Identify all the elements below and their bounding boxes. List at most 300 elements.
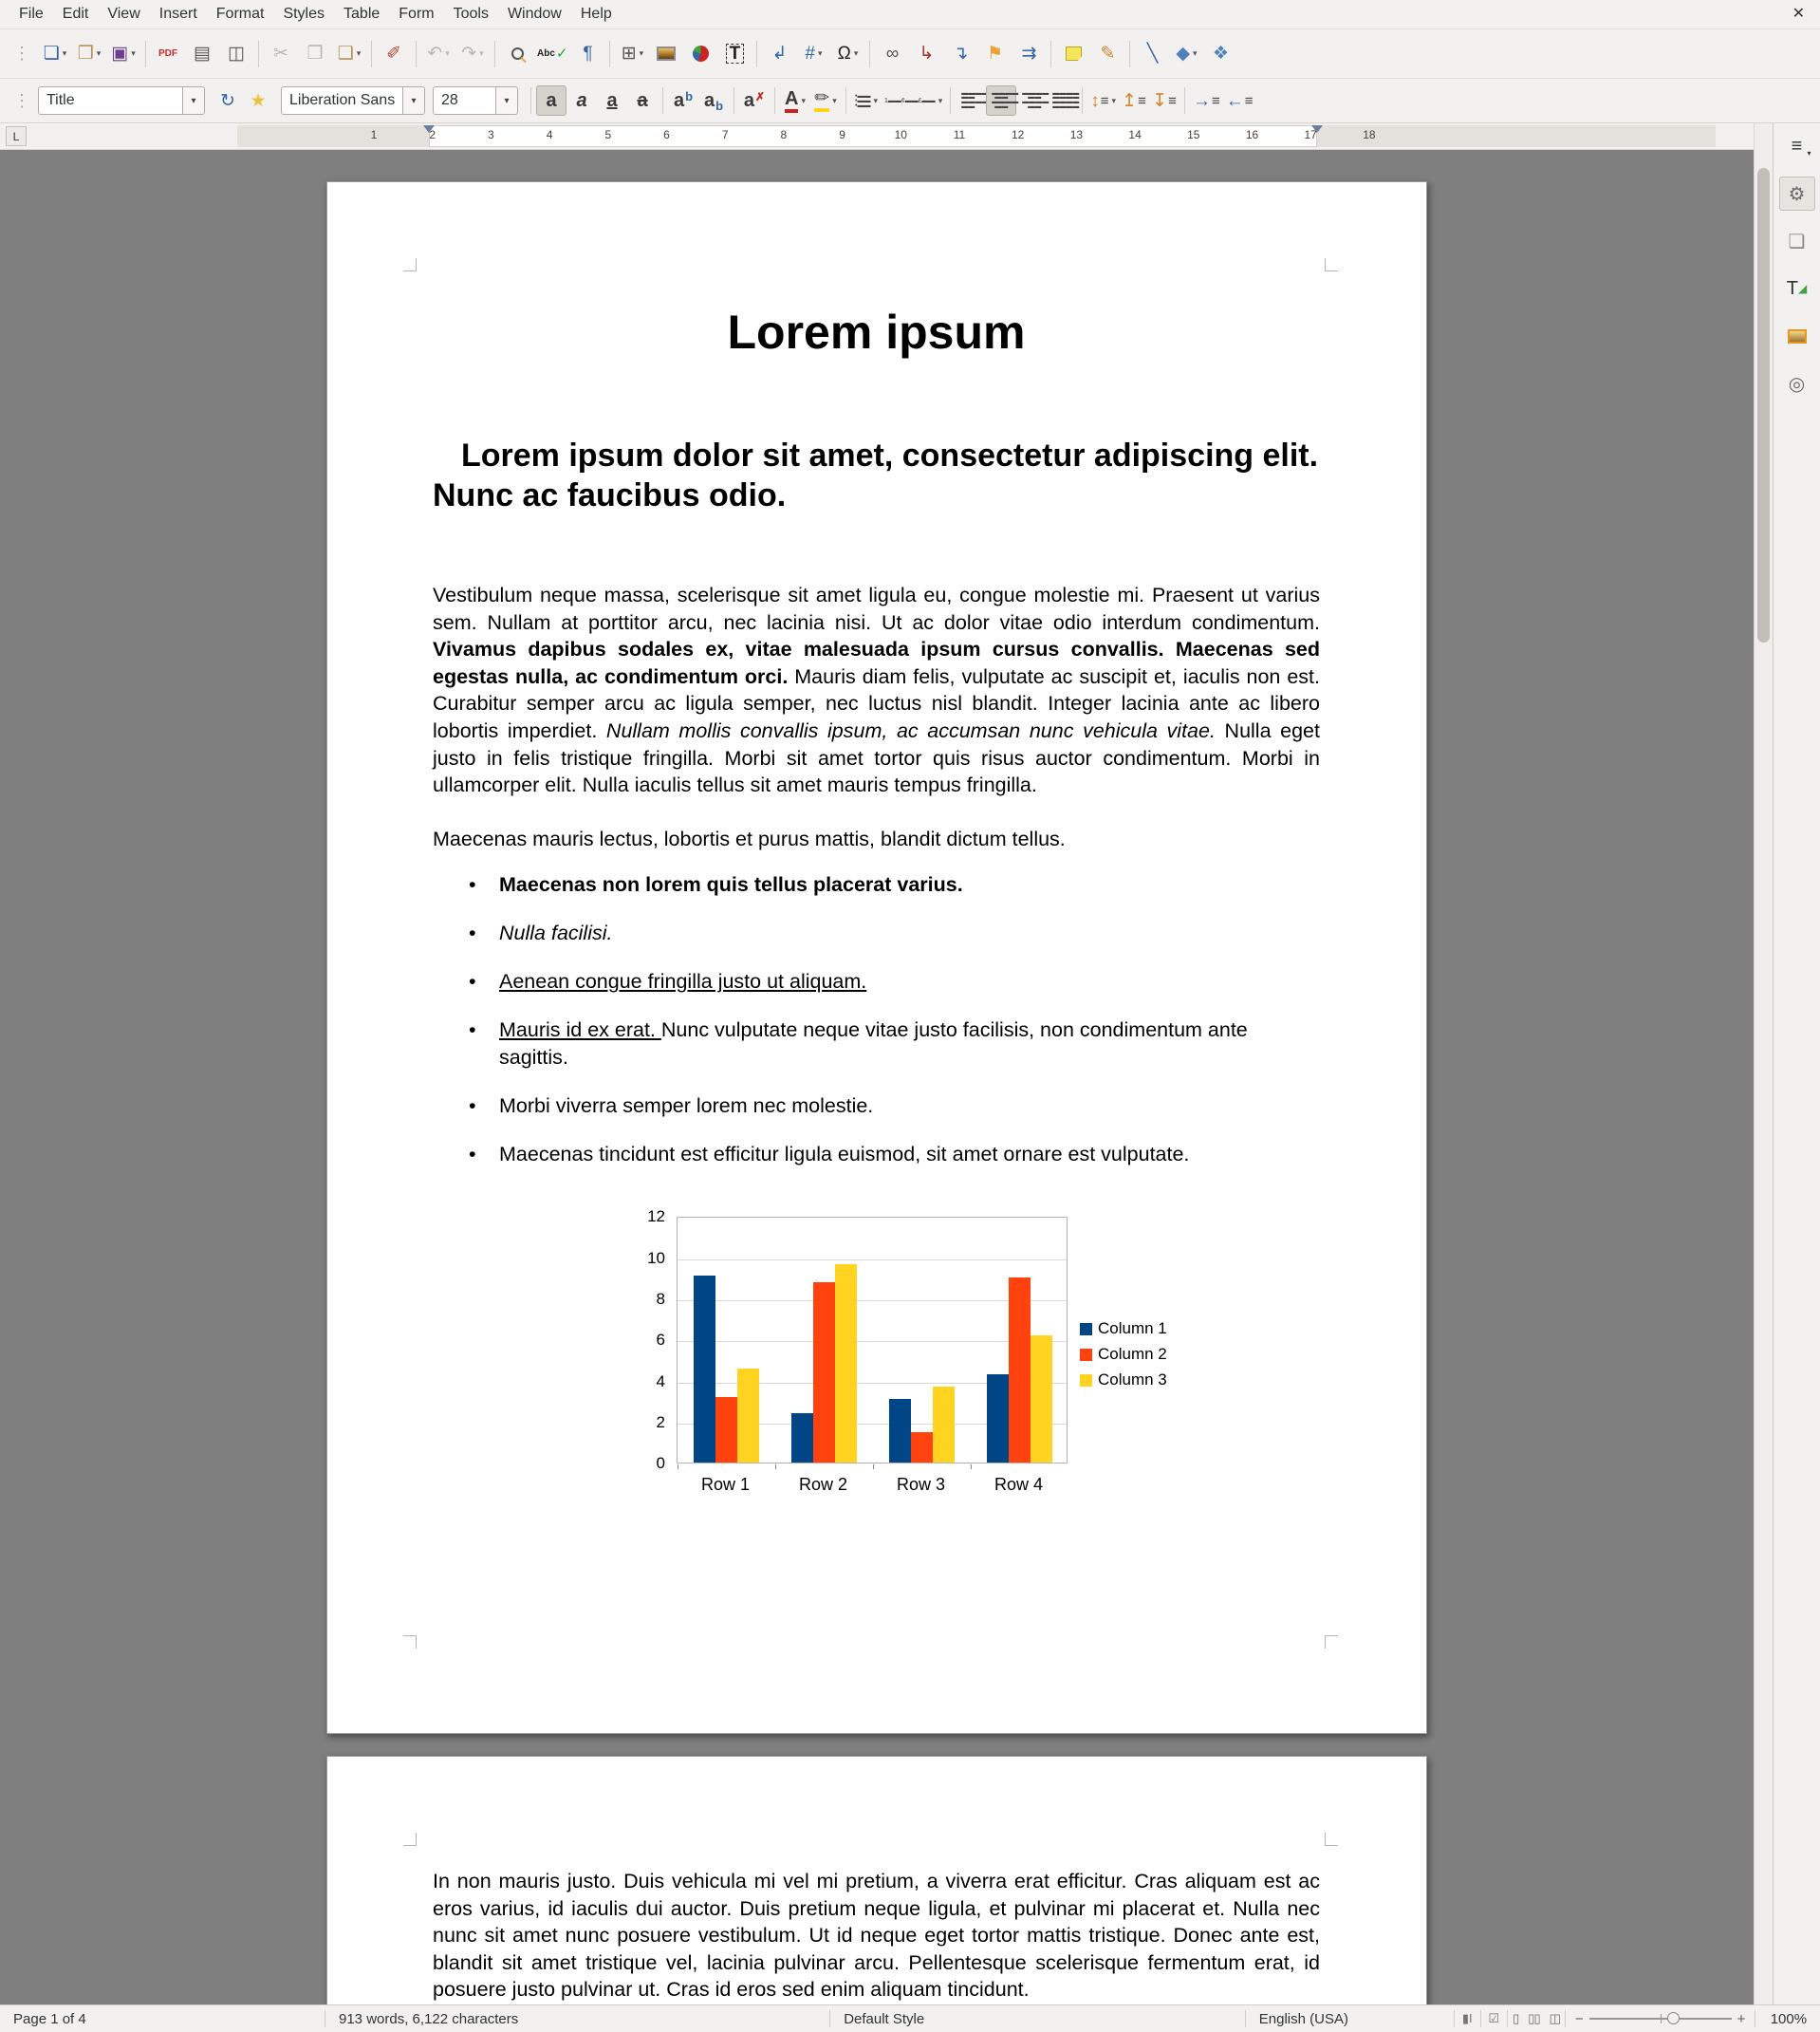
chart-y-tick-label: 6 [656, 1331, 665, 1350]
redo-button [455, 36, 490, 72]
align-left-icon [961, 92, 980, 109]
basic-shapes-dropdown-arrow[interactable]: ▾ [1193, 48, 1198, 58]
toolbar-separator [662, 87, 663, 114]
paragraph-style-combo[interactable] [38, 86, 205, 115]
multi-page-view-button[interactable]: ▯▯ [1528, 2011, 1540, 2025]
superscript-button[interactable] [668, 85, 698, 116]
ruler-number-10: 10 [894, 128, 907, 141]
clone-formatting-icon: ✐ [386, 44, 401, 64]
ruler-number-12: 12 [1012, 128, 1025, 141]
right-indent-marker[interactable] [1311, 125, 1323, 133]
zoom-center-tick [1661, 2014, 1662, 2023]
zoom-out-icon[interactable]: − [1574, 2010, 1584, 2027]
insert-line-icon: ╲ [1146, 44, 1159, 64]
ruler-number-18: 18 [1363, 128, 1376, 141]
superscript-icon-detail: b [685, 88, 694, 103]
redo-dropdown-arrow[interactable]: ▾ [479, 48, 484, 58]
increase-indent-icon-detail: ≡ [1212, 92, 1220, 109]
list-item[interactable] [469, 968, 1320, 996]
bar-row-2-column-3 [835, 1264, 857, 1463]
insert-special-character-icon: Ω [837, 44, 851, 64]
font-color-dropdown-arrow[interactable]: ▾ [801, 95, 806, 105]
status-bar [0, 2004, 1820, 2032]
text-segment-normal: Nunc vulputate neque vitae justo facilisis, non condimentum ante sagittis. [499, 1018, 1248, 1069]
basic-shapes-button[interactable] [1169, 36, 1203, 72]
ruler-number-17: 17 [1304, 128, 1317, 141]
insert-table-dropdown-arrow[interactable]: ▾ [639, 48, 644, 58]
document-canvas [0, 150, 1754, 2004]
subscript-icon-detail: b [715, 98, 724, 113]
legend-label: Column 2 [1098, 1345, 1167, 1364]
page-1[interactable] [326, 181, 1427, 1734]
menubar [0, 0, 1820, 28]
document-heading[interactable]: Lorem ipsum dolor sit amet, consectetur adipiscing elit. Nunc ac faucibus odio. [433, 438, 1319, 513]
insert-field-dropdown-arrow[interactable]: ▾ [818, 48, 823, 58]
undo-button [421, 36, 455, 72]
formatting-marks-button[interactable] [570, 36, 604, 72]
decrease-indent-icon: ← [1225, 90, 1244, 111]
legend-swatch [1080, 1374, 1092, 1387]
line-spacing-icon: ↕ [1090, 90, 1100, 111]
legend-entry [1080, 1345, 1167, 1364]
insert-line-button[interactable] [1135, 36, 1169, 72]
toolbar-separator [869, 41, 870, 67]
legend-entry [1080, 1370, 1167, 1389]
insert-page-break-button[interactable] [762, 36, 796, 72]
ordered-list-dropdown-arrow[interactable]: ▾ [938, 95, 943, 105]
font-name-dropdown-arrow[interactable]: ▾ [402, 86, 425, 115]
new-document-icon: ⋮ ❏ [43, 44, 60, 64]
open-icon: ❒ [77, 44, 94, 64]
tab-stop-selector[interactable]: L [6, 126, 27, 146]
left-indent-marker[interactable] [423, 125, 435, 133]
text-segment-normal: Maecenas tincidunt est efficitur ligula euismod, sit amet ornare est vulputate. [499, 1142, 1190, 1165]
line-spacing-icon-detail: ≡ [1100, 92, 1109, 109]
undo-dropdown-arrow[interactable]: ▾ [445, 48, 450, 58]
find-and-replace-icon [511, 47, 524, 60]
text-boundary-mark [1325, 1833, 1338, 1846]
toolbar-separator [950, 87, 951, 114]
toolbar-separator [416, 41, 417, 67]
open-button[interactable] [72, 36, 106, 72]
export-pdf-icon: PDF [158, 47, 177, 59]
zoom-slider[interactable] [1566, 2011, 1755, 2027]
text-segment-normal: Morbi viverra semper lorem nec molestie. [499, 1093, 874, 1117]
spelling-icon: Abc [537, 47, 555, 59]
increase-paragraph-spacing-button[interactable] [1119, 85, 1149, 116]
new-document-button[interactable] [38, 36, 72, 72]
font-name-value: Liberation Sans [281, 86, 402, 115]
chart-x-tick [971, 1464, 972, 1469]
paste-icon: ❑ [337, 44, 354, 64]
menu-format[interactable]: Format [215, 6, 265, 22]
horizontal-ruler[interactable] [0, 123, 1754, 150]
chart-x-tick-label: Row 1 [700, 1475, 751, 1495]
menu-view[interactable]: View [107, 6, 140, 22]
ruler-number-15: 15 [1187, 128, 1200, 141]
sidebar-settings-dropdown-arrow: ▾ [1807, 149, 1811, 158]
ruler-text-area [429, 125, 1317, 147]
ruler-number-1: 1 [370, 128, 378, 141]
toolbar-separator [258, 41, 259, 67]
bar-row-1-column-3 [737, 1369, 759, 1463]
chart-x-tick [775, 1464, 776, 1469]
chart-x-tick-label: Row 2 [798, 1475, 848, 1495]
menu-form[interactable]: Form [399, 6, 435, 22]
toolbar-separator [1050, 41, 1051, 67]
selection-mode-icon[interactable]: ▮I [1461, 2011, 1473, 2025]
clear-formatting-icon-detail: ✗ [755, 90, 766, 103]
chart-x-tick-label: Row 4 [994, 1475, 1044, 1495]
navigator-deck-icon: ◎ [1788, 373, 1806, 395]
redo-icon: ↷ [461, 44, 477, 64]
save-icon: ▣ [111, 44, 129, 64]
sidebar-settings-icon: ≡ [1791, 135, 1803, 157]
text-segment-italic: Nullam mollis convallis ipsum, ac accumsan nunc vehicula vitae. [605, 718, 1225, 742]
insert-comment-icon [1066, 47, 1082, 61]
find-and-replace-button[interactable] [500, 36, 534, 72]
align-right-icon [1022, 92, 1041, 109]
text-boundary-mark [403, 1833, 417, 1846]
insert-special-character-button[interactable] [830, 36, 864, 72]
toolbar-separator [774, 87, 775, 114]
embedded-bar-chart[interactable] [608, 1205, 1182, 1504]
chart-y-tick-label: 10 [647, 1248, 665, 1267]
bar-row-3-column-1 [889, 1399, 911, 1463]
highlight-color-icon: ✏ [814, 89, 829, 112]
italic-button[interactable] [566, 85, 597, 116]
view-mode-buttons [1508, 2011, 1565, 2026]
insert-comment-button[interactable] [1056, 36, 1090, 72]
insert-footnote-icon: ↳ [919, 44, 935, 64]
body-paragraph[interactable]: In non mauris justo. Duis vehicula mi vel mi pretium, a viverra erat efficitur. Cras aliquam est ac eros varius, id iaculis dui auctor. Duis pretium neque ligula, et pulvinar mi placerat et. Nulla nec nunc sit amet nunc posuere vestibulum. Ut id neque eget tortor mattis tristique. Donec ante est, blandit sit amet tristique vel, lacinia pulvinar arcu. Pellentesque scelerisque fermentum erat, id posuere justo pulvinar ut. Cras id eros sed enim aliquam tincidunt. [433, 1870, 1320, 2002]
paragraph-style-dropdown-arrow[interactable]: ▾ [182, 86, 205, 115]
zoom-track[interactable] [1589, 2018, 1732, 2020]
document-title[interactable]: Lorem ipsum [727, 306, 1026, 359]
legend-swatch [1080, 1323, 1092, 1335]
text-segment-normal: Nulla eget justo in felis tristique fringilla. Morbi sit amet tortor quis risus auctor condimentum. Morbi in ullamcorper elit. Nulla iaculis tellus sit amet mauris tempus fringilla. [433, 718, 1320, 797]
insert-text-box-icon: T [726, 44, 745, 64]
formatting-toolbar-items [536, 85, 1256, 116]
toolbar-separator [530, 87, 531, 114]
font-size-combo[interactable] [433, 86, 518, 115]
basic-shapes-icon: ◆ [1176, 44, 1191, 64]
sidebar-settings-button[interactable] [1779, 129, 1815, 163]
word-count-status[interactable]: 913 words, 6,122 characters [339, 2010, 519, 2027]
increase-indent-icon: → [1193, 90, 1212, 111]
menu-file[interactable]: File [19, 6, 44, 22]
menu-table[interactable]: Table [344, 6, 381, 22]
bar-row-4-column-2 [1009, 1277, 1031, 1463]
text-segment-underline: Mauris id ex erat. [499, 1018, 661, 1042]
menu-tools[interactable]: Tools [453, 6, 489, 22]
bullet-list [469, 871, 1320, 1167]
digital-signature-icon[interactable]: ☑ [1488, 2011, 1500, 2025]
print-icon: ▤ [194, 44, 211, 64]
font-name-combo[interactable] [281, 86, 425, 115]
styles-deck-button[interactable] [1779, 271, 1815, 306]
insert-bookmark-button[interactable] [977, 36, 1012, 72]
text-segment-bold: Vivamus dapibus sodales ex, vitae malesuada ipsum cursus convallis. Maecenas sed egestas nulla, ac condimentum orci. [433, 638, 1320, 688]
toolbar-separator [609, 41, 610, 67]
strikethrough-icon: a [637, 90, 648, 111]
ruler-number-8: 8 [780, 128, 788, 141]
decrease-indent-button[interactable] [1223, 85, 1256, 116]
list-item[interactable] [469, 920, 1320, 947]
insert-bookmark-icon: ⚑ [986, 44, 1003, 64]
spelling-icon-detail: ✓ [555, 46, 568, 62]
unordered-list-dropdown-arrow[interactable]: ▾ [873, 95, 878, 105]
menu-help[interactable]: Help [580, 6, 612, 22]
main-area [0, 123, 1820, 2004]
chart-plot-area [677, 1217, 1068, 1463]
spelling-button[interactable] [534, 36, 570, 72]
toolbar-separator [845, 87, 846, 114]
decrease-paragraph-spacing-icon: ↧ [1152, 90, 1168, 111]
formatting-marks-icon: ¶ [583, 44, 593, 64]
symbol-shapes-button[interactable] [1203, 36, 1237, 72]
insert-hyperlink-button[interactable] [875, 36, 909, 72]
text-segment-bold: Maecenas non lorem quis tellus placerat varius. [499, 873, 963, 897]
cut-button [264, 36, 298, 72]
menu-window[interactable]: Window [507, 6, 562, 22]
cut-icon: ✂ [273, 44, 288, 64]
ruler-number-2: 2 [429, 128, 436, 141]
sidebar-tab-bar [1773, 123, 1820, 2004]
menu-insert[interactable]: Insert [158, 6, 197, 22]
navigator-deck-button[interactable] [1779, 366, 1815, 401]
insert-field-icon: # [805, 44, 815, 64]
insert-special-character-dropdown-arrow[interactable]: ▾ [853, 48, 859, 58]
insert-field-button[interactable] [796, 36, 830, 72]
close-icon: ✕ [1792, 6, 1805, 22]
clear-formatting-button[interactable] [739, 85, 770, 116]
update-style-icon: ↻ [220, 90, 235, 111]
unordered-list-icon [855, 94, 870, 108]
line-spacing-button[interactable] [1087, 85, 1119, 116]
toolbar-separator [1184, 87, 1185, 114]
close-button[interactable] [1787, 4, 1811, 23]
bar-row-3-column-3 [933, 1387, 955, 1463]
chart-y-tick-label: 0 [656, 1454, 665, 1473]
single-page-view-button[interactable]: ▯ [1513, 2011, 1519, 2025]
subscript-button[interactable] [698, 85, 729, 116]
properties-deck-icon: ⚙ [1788, 183, 1806, 205]
toolbar-separator [145, 41, 146, 67]
list-item[interactable] [469, 871, 1320, 899]
increase-indent-button[interactable] [1190, 85, 1223, 116]
underline-button[interactable] [597, 85, 627, 116]
decrease-indent-icon-detail: ≡ [1244, 92, 1254, 109]
legend-swatch [1080, 1349, 1092, 1361]
align-right-button[interactable] [1016, 85, 1047, 116]
zoom-thumb[interactable] [1667, 2012, 1680, 2024]
ruler-number-14: 14 [1128, 128, 1142, 141]
insert-footnote-button[interactable] [909, 36, 943, 72]
bar-row-4-column-1 [987, 1374, 1009, 1463]
ordered-list-button[interactable] [882, 85, 945, 116]
menu-styles[interactable]: Styles [283, 6, 325, 22]
bold-button[interactable] [536, 85, 566, 116]
menubar-items [9, 3, 622, 26]
ruler-number-6: 6 [663, 128, 670, 141]
book-view-button[interactable]: ◫ [1549, 2011, 1560, 2025]
insert-page-break-icon: ↲ [771, 44, 788, 64]
bar-row-3-column-2 [911, 1432, 933, 1463]
insert-hyperlink-icon: ∞ [885, 44, 900, 64]
page-style-status[interactable]: Default Style [844, 2010, 925, 2027]
font-size-value: 28 [433, 86, 495, 115]
ordered-list-icon [884, 99, 936, 103]
superscript-icon: a [673, 90, 685, 111]
highlight-color-button[interactable] [810, 85, 841, 116]
line-spacing-dropdown-arrow[interactable]: ▾ [1111, 95, 1117, 105]
insert-text-box-button[interactable] [717, 36, 752, 72]
save-dropdown-arrow[interactable]: ▾ [131, 48, 136, 58]
chart-y-tick-label: 12 [647, 1207, 665, 1226]
clear-formatting-icon: a [743, 90, 755, 111]
chart-y-tick-label: 8 [656, 1290, 665, 1309]
zoom-percentage[interactable]: 100% [1770, 2010, 1808, 2027]
text-segment-normal: Mauris diam felis, vulputate ac suscipit et, iaculis non est. Curabitur semper arcu ac ligula semper, nec luctus nisl blandit. Integer lacinia ante ac libero lobortis imperdiet. [433, 664, 1320, 742]
page-number-status[interactable]: Page 1 of 4 [13, 2010, 86, 2027]
clone-formatting-button[interactable] [377, 36, 411, 72]
list-item[interactable] [469, 1016, 1320, 1071]
ruler-number-3: 3 [488, 128, 494, 141]
font-color-icon: A [785, 89, 798, 113]
new-document-dropdown-arrow[interactable]: ▾ [62, 48, 67, 58]
formatting-toolbar [0, 78, 1820, 123]
bar-row-2-column-1 [791, 1413, 813, 1463]
bar-row-4-column-3 [1031, 1335, 1052, 1463]
text-boundary-mark [403, 258, 417, 271]
text-segment-italic: Nulla facilisi. [499, 922, 613, 945]
copy-icon: ❐ [306, 44, 324, 64]
text-boundary-mark [1325, 258, 1338, 271]
unordered-list-button[interactable] [851, 85, 882, 116]
bold-icon: a [546, 90, 557, 111]
gallery-deck-icon [1788, 329, 1807, 344]
insert-cross-reference-icon: ⇉ [1021, 44, 1037, 64]
new-style-button[interactable] [243, 85, 273, 116]
underline-icon: a [606, 90, 618, 111]
align-center-button[interactable] [986, 85, 1016, 116]
properties-deck-button[interactable] [1779, 177, 1815, 211]
chart-y-tick-label: 4 [656, 1371, 665, 1390]
symbol-shapes-icon: ❖ [1212, 44, 1229, 64]
align-justify-icon [1052, 92, 1071, 109]
increase-paragraph-spacing-icon: ↥ [1122, 90, 1138, 111]
text-segment-normal: Vestibulum neque massa, scelerisque sit amet ligula eu, congue molestie mi. Praesent ut varius sem. Nullam at porttitor arcu, nec lacinia nisi. Ut ac dolor vitae odio interdum condimentum. [433, 584, 1320, 634]
print-preview-icon: ◫ [228, 44, 245, 64]
ruler-number-7: 7 [721, 128, 729, 141]
chart-x-tick [873, 1464, 874, 1469]
decrease-paragraph-spacing-icon-detail: ≡ [1168, 92, 1177, 109]
legend-entry [1080, 1319, 1167, 1338]
chart-y-tick-label: 2 [656, 1413, 665, 1432]
ruler-number-4: 4 [546, 128, 553, 141]
insert-endnote-icon: ↴ [953, 44, 969, 64]
decrease-paragraph-spacing-button[interactable] [1149, 85, 1179, 116]
page-deck-button[interactable] [1779, 224, 1815, 258]
bar-row-1-column-1 [694, 1276, 715, 1463]
gallery-deck-button[interactable] [1779, 319, 1815, 353]
print-preview-button[interactable] [219, 36, 253, 72]
list-item[interactable] [469, 1092, 1320, 1120]
insert-endnote-button[interactable] [943, 36, 977, 72]
font-size-dropdown-arrow[interactable]: ▾ [495, 86, 518, 115]
subscript-icon: a [703, 90, 715, 111]
body-paragraph[interactable] [433, 582, 1320, 799]
undo-icon: ↶ [427, 44, 443, 64]
standard-toolbar [0, 28, 1820, 78]
ruler-number-5: 5 [604, 128, 612, 141]
chart-gridline [678, 1259, 1067, 1260]
font-color-button[interactable] [780, 85, 810, 116]
styles-deck-icon-detail: ◢ [1797, 282, 1808, 295]
text-segment-underline: Aenean congue fringilla justo ut aliquam. [499, 970, 867, 994]
insert-table-button[interactable] [615, 36, 649, 72]
insert-table-icon: ⊞ [621, 44, 637, 64]
bar-row-1-column-2 [715, 1397, 737, 1463]
toolbar-separator [371, 41, 372, 67]
ruler-number-13: 13 [1069, 128, 1084, 141]
styles-deck-icon: T [1786, 277, 1798, 299]
bar-row-2-column-2 [813, 1282, 835, 1463]
export-pdf-button[interactable] [151, 36, 185, 72]
vertical-scrollbar[interactable] [1754, 123, 1773, 2004]
body-paragraph[interactable]: Maecenas mauris lectus, lobortis et purus mattis, blandit dictum tellus. [433, 827, 1066, 850]
align-center-icon [992, 92, 1011, 109]
ruler-number-9: 9 [839, 128, 845, 141]
strikethrough-button[interactable] [627, 85, 658, 116]
track-changes-button[interactable] [1090, 36, 1124, 72]
track-changes-icon: ✎ [1100, 44, 1116, 64]
paste-button[interactable] [332, 36, 366, 72]
language-status[interactable]: English (USA) [1258, 2010, 1348, 2027]
paragraph-style-value: ⋮ Title [38, 86, 182, 115]
toolbar-separator [1129, 41, 1130, 67]
list-item[interactable] [469, 1141, 1320, 1168]
print-button[interactable] [185, 36, 219, 72]
align-justify-button[interactable] [1047, 85, 1077, 116]
text-boundary-mark [1325, 1635, 1338, 1649]
menu-edit[interactable]: Edit [62, 6, 89, 22]
save-button[interactable] [106, 36, 140, 72]
align-left-button[interactable] [956, 85, 986, 116]
legend-label: Column 1 [1098, 1319, 1167, 1338]
copy-button [298, 36, 332, 72]
highlight-color-dropdown-arrow[interactable]: ▾ [832, 95, 837, 105]
ruler-number-16: 16 [1245, 128, 1259, 141]
editor-column [0, 123, 1754, 2004]
page-deck-icon: ❏ [1788, 231, 1806, 252]
open-dropdown-arrow[interactable]: ▾ [96, 48, 102, 58]
paste-dropdown-arrow[interactable]: ▾ [356, 48, 362, 58]
insert-chart-button[interactable] [683, 36, 717, 72]
insert-cross-reference-button[interactable] [1012, 36, 1046, 72]
insert-image-button[interactable] [649, 36, 683, 72]
toolbar-separator [1082, 87, 1083, 114]
page-2[interactable] [326, 1756, 1427, 2004]
toolbar-separator [756, 41, 757, 67]
update-style-button[interactable] [213, 85, 243, 116]
ruler-number-11: 11 [953, 128, 966, 141]
zoom-in-icon[interactable]: + [1736, 2010, 1746, 2027]
toolbar-separator [494, 41, 495, 67]
scrollbar-thumb[interactable] [1757, 168, 1770, 643]
new-style-icon: ★ [250, 90, 267, 111]
